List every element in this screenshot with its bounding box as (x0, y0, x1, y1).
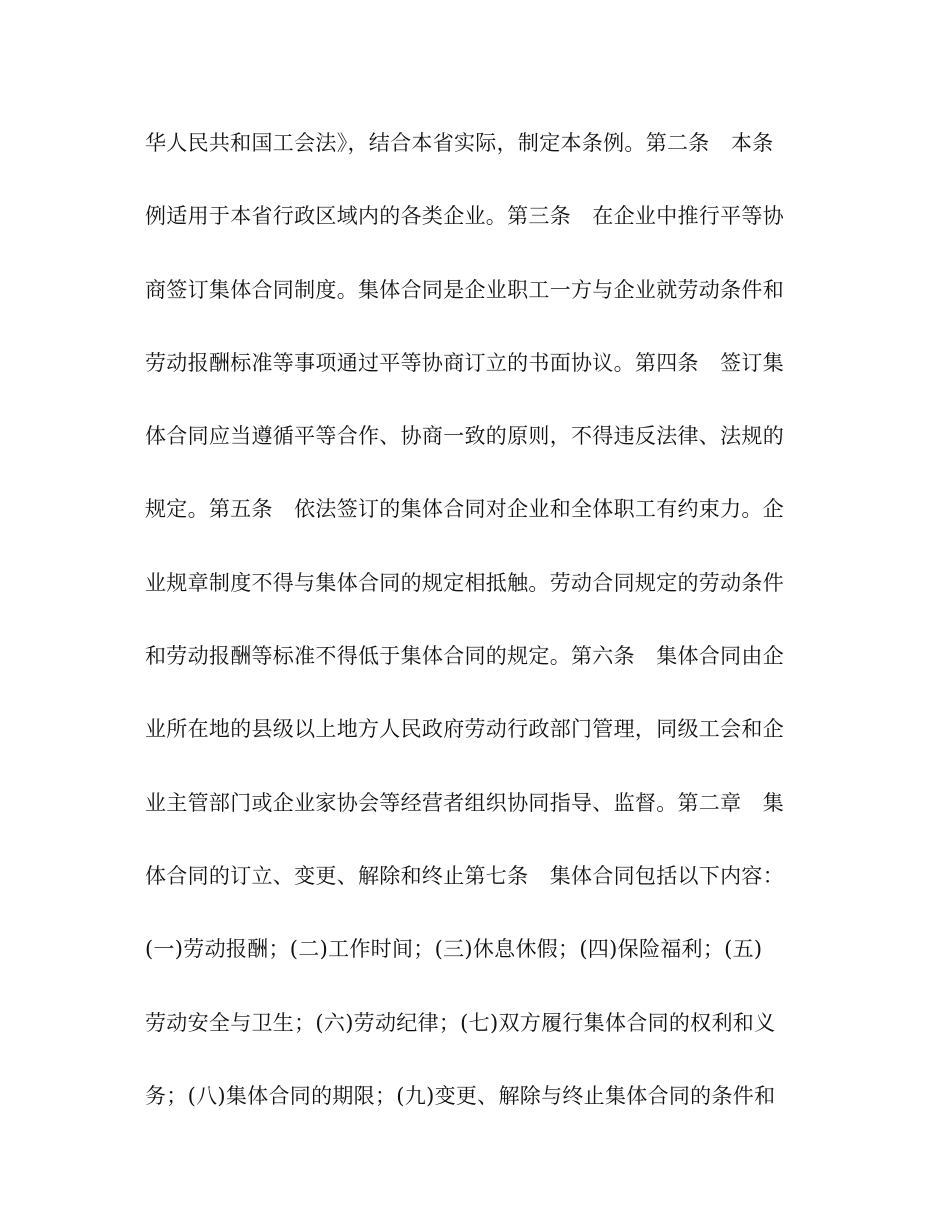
text-line: 务；(八)集体合同的期限；(九)变更、解除与终止集体合同的条件和 (145, 1083, 776, 1108)
body-text (145, 124, 805, 1150)
text-line: 业主管部门或企业家协会等经营者组织协同指导、监督。第二章 集 (145, 790, 784, 815)
text-line: 规定。第五条 依法签订的集体合同对企业和全体职工有约束力。企 (145, 497, 784, 522)
text-line: 和劳动报酬等标准不得低于集体合同的规定。第六条 集体合同由企 (145, 644, 784, 669)
text-line: 劳动报酬标准等事项通过平等协商订立的书面协议。第四条 签订集 (145, 350, 784, 375)
text-line: 业所在地的县级以上地方人民政府劳动行政部门管理，同级工会和企 (145, 717, 784, 742)
text-line: (一)劳动报酬；(二)工作时间；(三)休息休假；(四)保险福利；(五) (145, 937, 763, 962)
text-line: 业规章制度不得与集体合同的规定相抵触。劳动合同规定的劳动条件 (145, 570, 784, 595)
text-line: 体合同应当遵循平等合作、协商一致的原则，不得违反法律、法规的 (145, 424, 784, 449)
text-line: 例适用于本省行政区域内的各类企业。第三条 在企业中推行平等协 (145, 204, 784, 229)
text-line: 劳动安全与卫生；(六)劳动纪律；(七)双方履行集体合同的权利和义 (145, 1010, 776, 1035)
text-line: 华人民共和国工会法》，结合本省实际，制定本条例。第二条 本条 (145, 131, 774, 155)
text-line: 体合同的订立、变更、解除和终止第七条 集体合同包括以下内容： (145, 863, 784, 888)
text-line: 商签订集体合同制度。集体合同是企业职工一方与企业就劳动条件和 (145, 277, 784, 302)
